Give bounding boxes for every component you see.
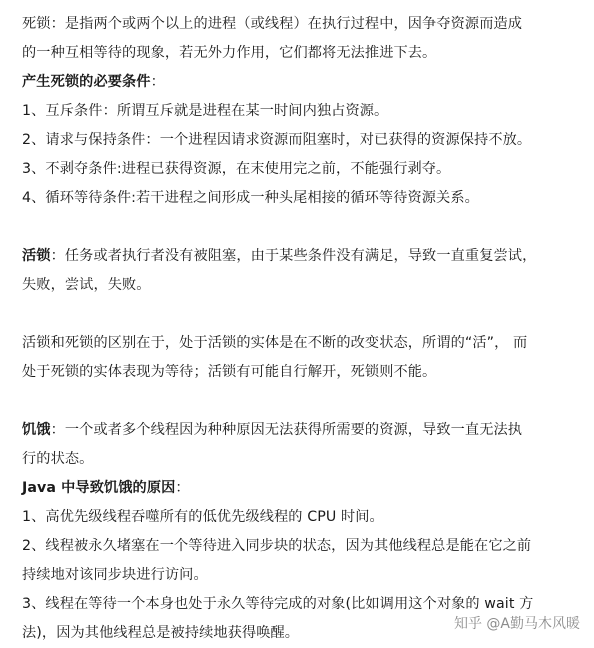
starvation-definition-line-1: 饥饿：一个或者多个线程因为种种原因无法获得所需要的资源，导致一直无法执 [22,422,523,438]
paragraph-gap [22,300,578,329]
deadlock-term: 死锁 [22,16,51,32]
livelock-definition-line-2: 失败，尝试，失败。 [22,277,151,293]
starvation-causes-heading: Java 中导致饥饿的原因： [22,480,190,496]
starvation-cause-2-line-1: 2、线程被永久堵塞在一个等待进入同步块的状态，因为其他线程总是能在它之前 [22,538,532,554]
condition-hold-and-wait: 2、请求与保持条件：一个进程因请求资源而阻塞时，对已获得的资源保持不放。 [22,132,532,148]
livelock-definition-line-1: 活锁：任务或者执行者没有被阻塞，由于某些条件没有满足，导致一直重复尝试， [22,248,537,264]
deadlock-conditions-heading: 产生死锁的必要条件： [22,74,165,90]
paragraph-gap [22,213,578,242]
difference-line-2: 处于死锁的实体表现为等待；活锁有可能自行解开，死锁则不能。 [22,364,437,380]
condition-mutual-exclusion: 1、互斥条件：所谓互斥就是进程在某一时间内独占资源。 [22,103,389,119]
starvation-cause-1: 1、高优先级线程吞噬所有的低优先级线程的 CPU 时间。 [22,509,384,525]
starvation-definition-line-2: 行的状态。 [22,451,94,467]
starvation-term: 饥饿 [22,422,51,438]
starvation-cause-2-line-2: 持续地对该同步块进行访问。 [22,567,208,583]
condition-circular-wait: 4、循环等待条件:若干进程之间形成一种头尾相接的循环等待资源关系。 [22,190,479,206]
condition-no-preemption: 3、不剥夺条件:进程已获得资源，在末使用完之前，不能强行剥夺。 [22,161,451,177]
deadlock-definition-line-2: 的一种互相等待的现象，若无外力作用，它们都将无法推进下去。 [22,45,437,61]
difference-line-1: 活锁和死锁的区别在于，处于活锁的实体是在不断的改变状态，所谓的“活”， 而 [22,335,528,351]
zhihu-watermark: 知乎 @A勤马木风暖 [453,616,580,632]
starvation-cause-3-line-1: 3、线程在等待一个本身也处于永久等待完成的对象(比如调用这个对象的 wait 方 [22,596,534,612]
deadlock-definition-line-1: 死锁：是指两个或两个以上的进程（或线程）在执行过程中，因争夺资源而造成 [22,16,523,32]
paragraph-gap [22,387,578,416]
starvation-cause-3-line-2: 法)，因为其他线程总是被持续地获得唤醒。 [22,625,300,641]
livelock-term: 活锁 [22,248,51,264]
